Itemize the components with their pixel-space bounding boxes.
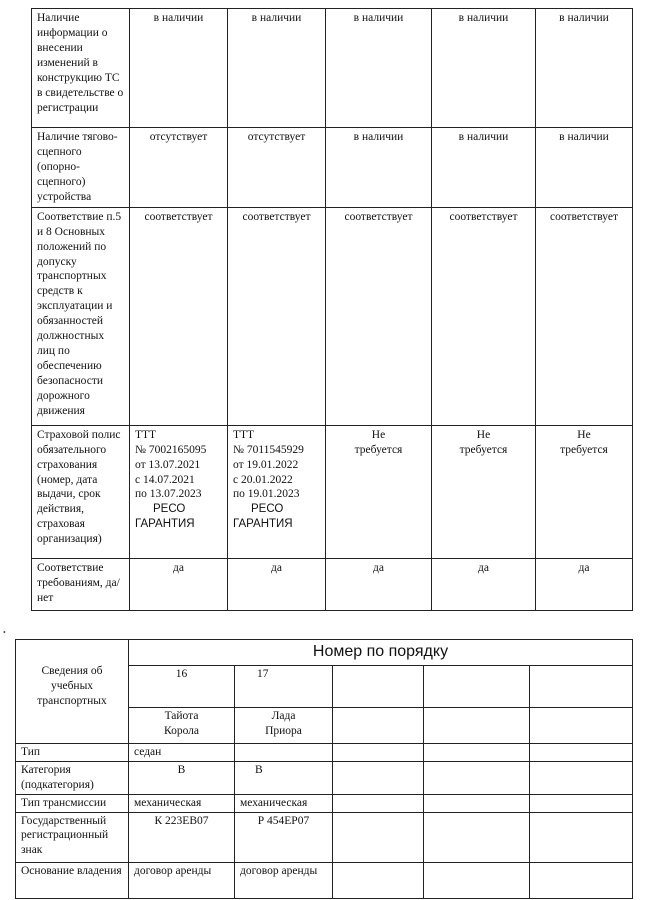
- not-required-text: Не: [577, 428, 591, 441]
- table-cell: [424, 707, 530, 743]
- table-row: [32, 9, 633, 128]
- table-cell: механическая: [129, 794, 235, 812]
- table-cell: [530, 794, 633, 812]
- vehicle-model: Корола: [163, 724, 200, 737]
- table-cell: [530, 707, 633, 743]
- table-cell: в наличии: [130, 9, 228, 128]
- table-row: [16, 761, 633, 794]
- row-label: Тип трансмиссии: [16, 794, 129, 812]
- table-row: [32, 425, 633, 558]
- table-cell: да: [536, 558, 633, 610]
- table-cell: отсутствует: [130, 128, 228, 208]
- table-row: [16, 640, 633, 666]
- table-cell: в наличии: [432, 9, 536, 128]
- table-cell: да: [432, 558, 536, 610]
- training-vehicles-table: [15, 639, 633, 899]
- table-cell: соответствует: [432, 207, 536, 425]
- vehicle-model: Приора: [265, 724, 302, 737]
- row-label: Соответствие п.5 и 8 Основных положений по допуску транспортных средств к эксплуатации и обязанностей должностных лиц по обеспечению безопасности дорожного движения: [32, 207, 130, 425]
- table-cell: [333, 707, 424, 743]
- insurance-cell: [326, 425, 432, 558]
- insurer-name: РЕСО: [153, 503, 186, 516]
- vehicle-make: Лада: [271, 709, 296, 722]
- table-cell: соответствует: [130, 207, 228, 425]
- insurance-cell: [130, 425, 228, 558]
- table-cell: [333, 794, 424, 812]
- table-cell: [530, 812, 633, 862]
- table-row: [16, 812, 633, 862]
- table-cell: [333, 862, 424, 898]
- row-label: Категория (подкатегория): [16, 761, 129, 794]
- table-cell: соответствует: [536, 207, 633, 425]
- header-title: Номер по порядку: [129, 640, 633, 666]
- table-cell: [333, 743, 424, 761]
- table-cell: в наличии: [536, 9, 633, 128]
- row-label: Тип: [16, 743, 129, 761]
- table-row: [32, 128, 633, 208]
- policy-issue-date: от 19.01.2022: [233, 458, 299, 471]
- not-required-text: требуется: [354, 443, 403, 456]
- table-cell: соответствует: [326, 207, 432, 425]
- table-cell: седан: [129, 743, 235, 761]
- insurer-name: РЕСО: [251, 503, 284, 516]
- table-cell: в наличии: [432, 128, 536, 208]
- vehicle-make: Тайота: [164, 709, 199, 722]
- vehicle-requirements-table: [31, 8, 633, 611]
- policy-valid-from: с 20.01.2022: [233, 473, 293, 486]
- policy-number: № 7002165095: [135, 443, 207, 456]
- row-label: Основание владения: [16, 862, 129, 898]
- row-label: Государственный регистрационный знак: [16, 812, 129, 862]
- row-label: Страховой полис обязательного страхования (номер, дата выдачи, срок действия, страховая организация): [32, 425, 130, 558]
- table-row: [16, 862, 633, 898]
- not-required-text: требуется: [560, 443, 608, 456]
- policy-number: № 7011545929: [233, 443, 304, 456]
- table-row: [16, 794, 633, 812]
- row-label: Наличие тягово-сцепного (опорно-сцепного) устройства: [32, 128, 130, 208]
- insurer-name: ГАРАНТИЯ: [135, 518, 195, 531]
- vehicle-name: [235, 707, 333, 743]
- row-number: 17: [235, 665, 333, 707]
- table-cell: в наличии: [326, 128, 432, 208]
- table-cell: [333, 761, 424, 794]
- policy-valid-to: по 19.01.2023: [233, 488, 300, 501]
- table-cell: Р 454ЕР07: [235, 812, 333, 862]
- table-cell: механическая: [235, 794, 333, 812]
- table-cell: [424, 794, 530, 812]
- row-number: [530, 665, 633, 707]
- policy-valid-to: по 13.07.2023: [135, 488, 202, 501]
- row-number: [333, 665, 424, 707]
- policy-issue-date: от 13.07.2021: [135, 458, 201, 471]
- table-cell: соответствует: [228, 207, 326, 425]
- scan-speck: •: [3, 628, 6, 637]
- first-column-title: Сведения об учебных транспортных: [16, 640, 129, 744]
- table-cell: [530, 862, 633, 898]
- row-number: [424, 665, 530, 707]
- table-cell: да: [228, 558, 326, 610]
- table-cell: [333, 812, 424, 862]
- table-cell: [424, 761, 530, 794]
- table-cell: [424, 862, 530, 898]
- table-row: [32, 207, 633, 425]
- not-required-text: Не: [476, 428, 491, 441]
- table-cell: отсутствует: [228, 128, 326, 208]
- table-cell: в наличии: [326, 9, 432, 128]
- insurance-cell: [228, 425, 326, 558]
- insurance-cell: [536, 425, 633, 558]
- policy-series: ТТТ: [233, 428, 255, 441]
- table-cell: [530, 743, 633, 761]
- table-cell: в наличии: [228, 9, 326, 128]
- policy-valid-from: с 14.07.2021: [135, 473, 195, 486]
- table-cell: договор аренды: [129, 862, 235, 898]
- row-number: 16: [129, 665, 235, 707]
- table-cell: [424, 743, 530, 761]
- table-cell: да: [326, 558, 432, 610]
- table-cell: В: [235, 761, 333, 794]
- policy-series: ТТТ: [135, 428, 157, 441]
- table-cell: договор аренды: [235, 862, 333, 898]
- row-label: Соответствие требованиям, да/нет: [32, 558, 130, 610]
- table-cell: [530, 761, 633, 794]
- table-cell: [424, 812, 530, 862]
- table-cell: в наличии: [536, 128, 633, 208]
- table-cell: [235, 743, 333, 761]
- table-row: [32, 558, 633, 610]
- not-required-text: требуется: [459, 443, 508, 456]
- row-label: Наличие информации о внесении изменений в конструкцию ТС в свидетельстве о регистрации: [32, 9, 130, 128]
- insurance-cell: [432, 425, 536, 558]
- table-row: [16, 743, 633, 761]
- insurer-name: ГАРАНТИЯ: [233, 518, 293, 531]
- table-cell: В: [129, 761, 235, 794]
- not-required-text: Не: [371, 428, 386, 441]
- table-cell: да: [130, 558, 228, 610]
- vehicle-name: [129, 707, 235, 743]
- table-cell: К 223ЕВ07: [129, 812, 235, 862]
